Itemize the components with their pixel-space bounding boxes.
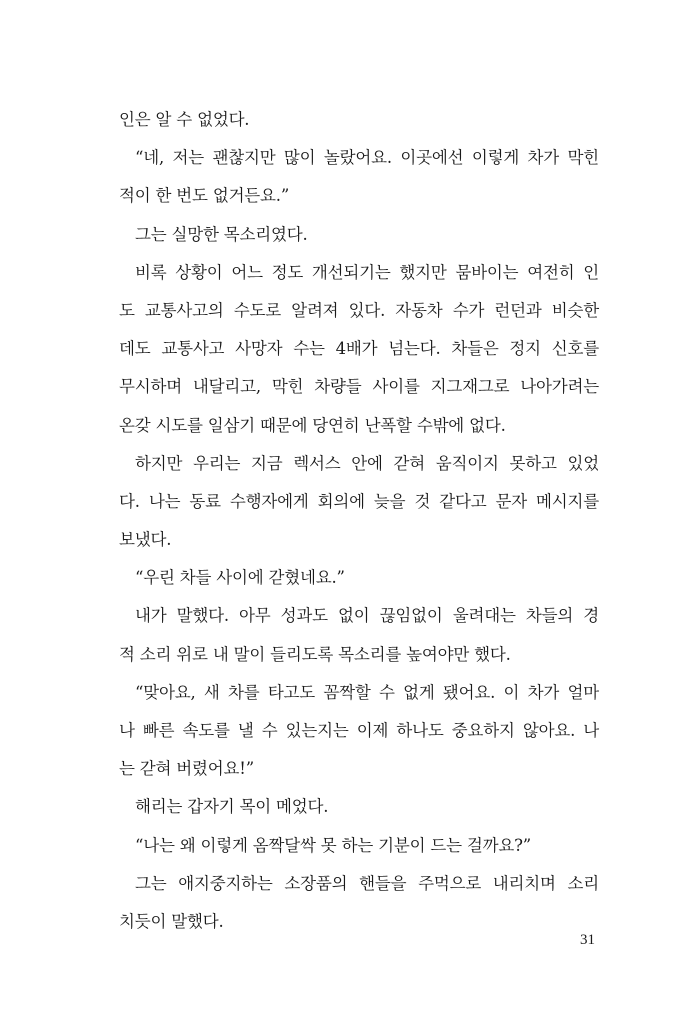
text-line: 치듯이 말했다. <box>119 911 224 931</box>
text-line: 나 빠른 속도를 낼 수 있는지는 이제 하나도 중요하지 않아요. 나 <box>119 721 599 740</box>
text-line: 는 갇혀 버렸어요!” <box>119 759 254 779</box>
text-line: “우린 차들 사이에 갇혔네요.” <box>135 568 345 588</box>
text-line: 다. 나는 동료 수행자에게 회의에 늦을 것 같다고 문자 메시지를 <box>119 491 599 511</box>
text-line: 하지만 우리는 지금 렉서스 안에 갇혀 움직이지 못하고 있었 <box>135 453 599 473</box>
text-line: 데도 교통사고 사망자 수는 4배가 넘는다. 차들은 정지 신호를 <box>119 339 599 359</box>
text-line: “네, 저는 괜찮지만 많이 놀랐어요. 이곳에선 이렇게 차가 막힌 <box>135 148 599 168</box>
text-line: 그는 실망한 목소리였다. <box>135 224 308 244</box>
text-line: 그는 애지중지하는 소장품의 핸들을 주먹으로 내리치며 소리 <box>135 873 599 893</box>
text-line: 내가 말했다. 아무 성과도 없이 끊임없이 울려대는 차들의 경 <box>135 606 599 626</box>
text-line: 무시하며 내달리고, 막힌 차량들 사이를 지그재그로 나아가려는 <box>119 377 599 397</box>
text-line: 적이 한 번도 없거든요.” <box>119 186 290 206</box>
text-line: 온갖 시도를 일삼기 때문에 당연히 난폭할 수밖에 없다. <box>119 415 506 435</box>
text-line: 해리는 갑자기 목이 메었다. <box>135 797 329 817</box>
page-number: 31 <box>580 932 595 948</box>
text-line: “나는 왜 이렇게 옴짝달싹 못 하는 기분이 드는 걸까요?” <box>135 835 531 855</box>
body-text <box>119 101 599 941</box>
text-line: 비록 상황이 어느 정도 개선되기는 했지만 뭄바이는 여전히 인 <box>135 262 599 282</box>
text-line: 적 소리 위로 내 말이 들리도록 목소리를 높여야만 했다. <box>119 644 511 664</box>
text-line: 도 교통사고의 수도로 알려져 있다. 자동차 수가 런던과 비슷한 <box>119 300 599 320</box>
text-line: 보냈다. <box>119 530 172 550</box>
text-line: 인은 알 수 없었다. <box>119 110 250 129</box>
text-line: “맞아요, 새 차를 타고도 꼼짝할 수 없게 됐어요. 이 차가 얼마 <box>135 682 599 702</box>
